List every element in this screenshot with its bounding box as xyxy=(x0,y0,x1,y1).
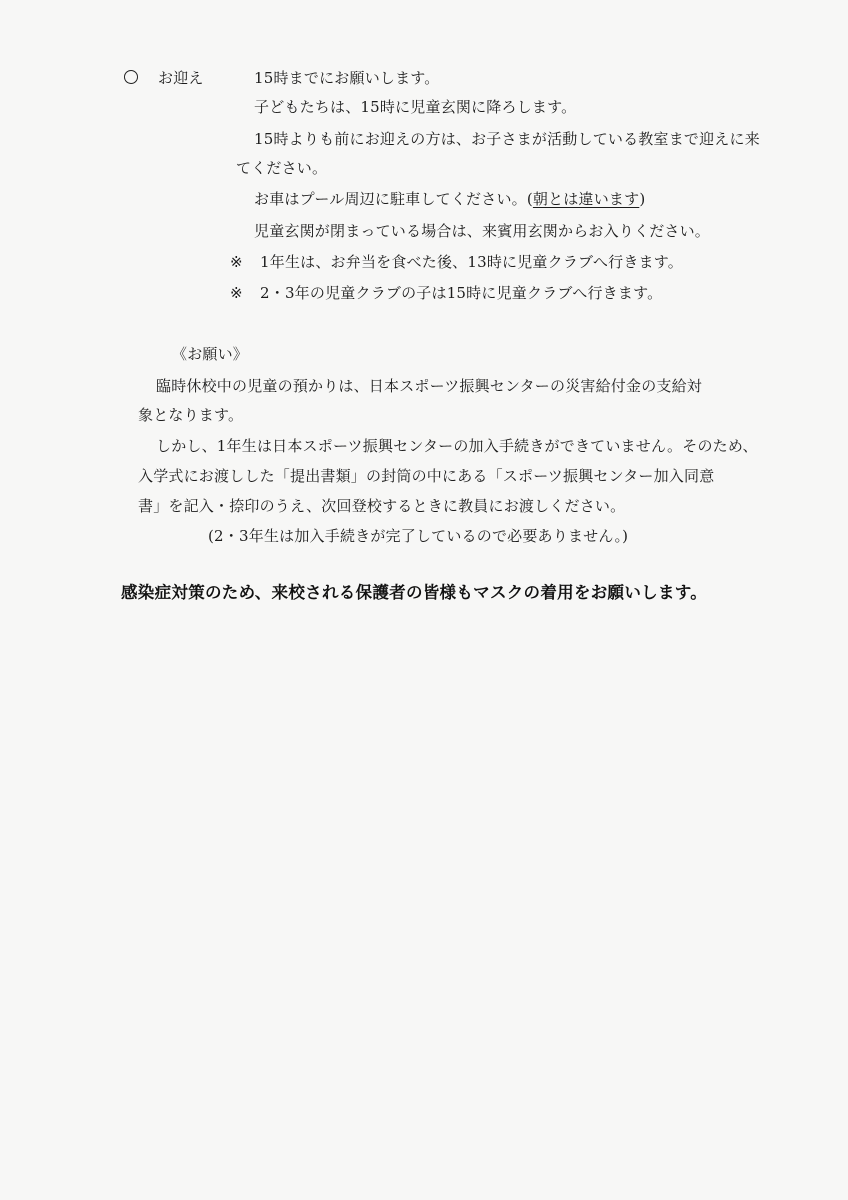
pickup-entrance: 児童玄関が閉まっている場合は、来賓用玄関からお入りください。 xyxy=(254,222,711,240)
closing-notice: 感染症対策のため、来校される保護者の皆様もマスクの着用をお願いします。 xyxy=(121,583,708,602)
circle-bullet-icon xyxy=(124,70,138,84)
pickup-car-underlined: 朝とは違います xyxy=(532,190,640,208)
note-text: 2・3年の児童クラブの子は15時に児童クラブへ行きます。 xyxy=(260,284,663,302)
pickup-car-a: お車はプール周辺に駐車してください。( xyxy=(254,190,533,208)
note-mark: ※ xyxy=(230,284,243,302)
pickup-time: 15時までにお願いします。 xyxy=(254,69,440,87)
request-heading: 《お願い》 xyxy=(172,345,249,363)
pickup-heading: お迎え xyxy=(158,69,204,87)
request-p1-a: 臨時休校中の児童の預かりは、日本スポーツ振興センターの災害給付金の支給対 xyxy=(156,377,703,395)
pickup-early-a: 15時よりも前にお迎えの方は、お子さまが活動している教室まで迎えに来 xyxy=(254,130,760,148)
request-p2-a: しかし、1年生は日本スポーツ振興センターの加入手続きができていません。そのため、 xyxy=(156,437,758,455)
pickup-car-b: ) xyxy=(639,190,646,208)
note-text: 1年生は、お弁当を食べた後、13時に児童クラブへ行きます。 xyxy=(260,253,683,271)
request-p3: (2・3年生は加入手続きが完了しているので必要ありません。) xyxy=(208,527,629,545)
pickup-children: 子どもたちは、15時に児童玄関に降ろします。 xyxy=(254,98,577,116)
pickup-early-b: てください。 xyxy=(236,159,328,177)
pickup-car xyxy=(254,189,645,209)
request-p1-b: 象となります。 xyxy=(138,406,244,424)
request-p2-c: 書」を記入・捺印のうえ、次回登校するときに教員にお渡しください。 xyxy=(138,497,626,515)
request-p2-b: 入学式にお渡しした「提出書類」の封筒の中にある「スポーツ振興センター加入同意 xyxy=(138,467,715,485)
note-mark: ※ xyxy=(230,253,243,271)
